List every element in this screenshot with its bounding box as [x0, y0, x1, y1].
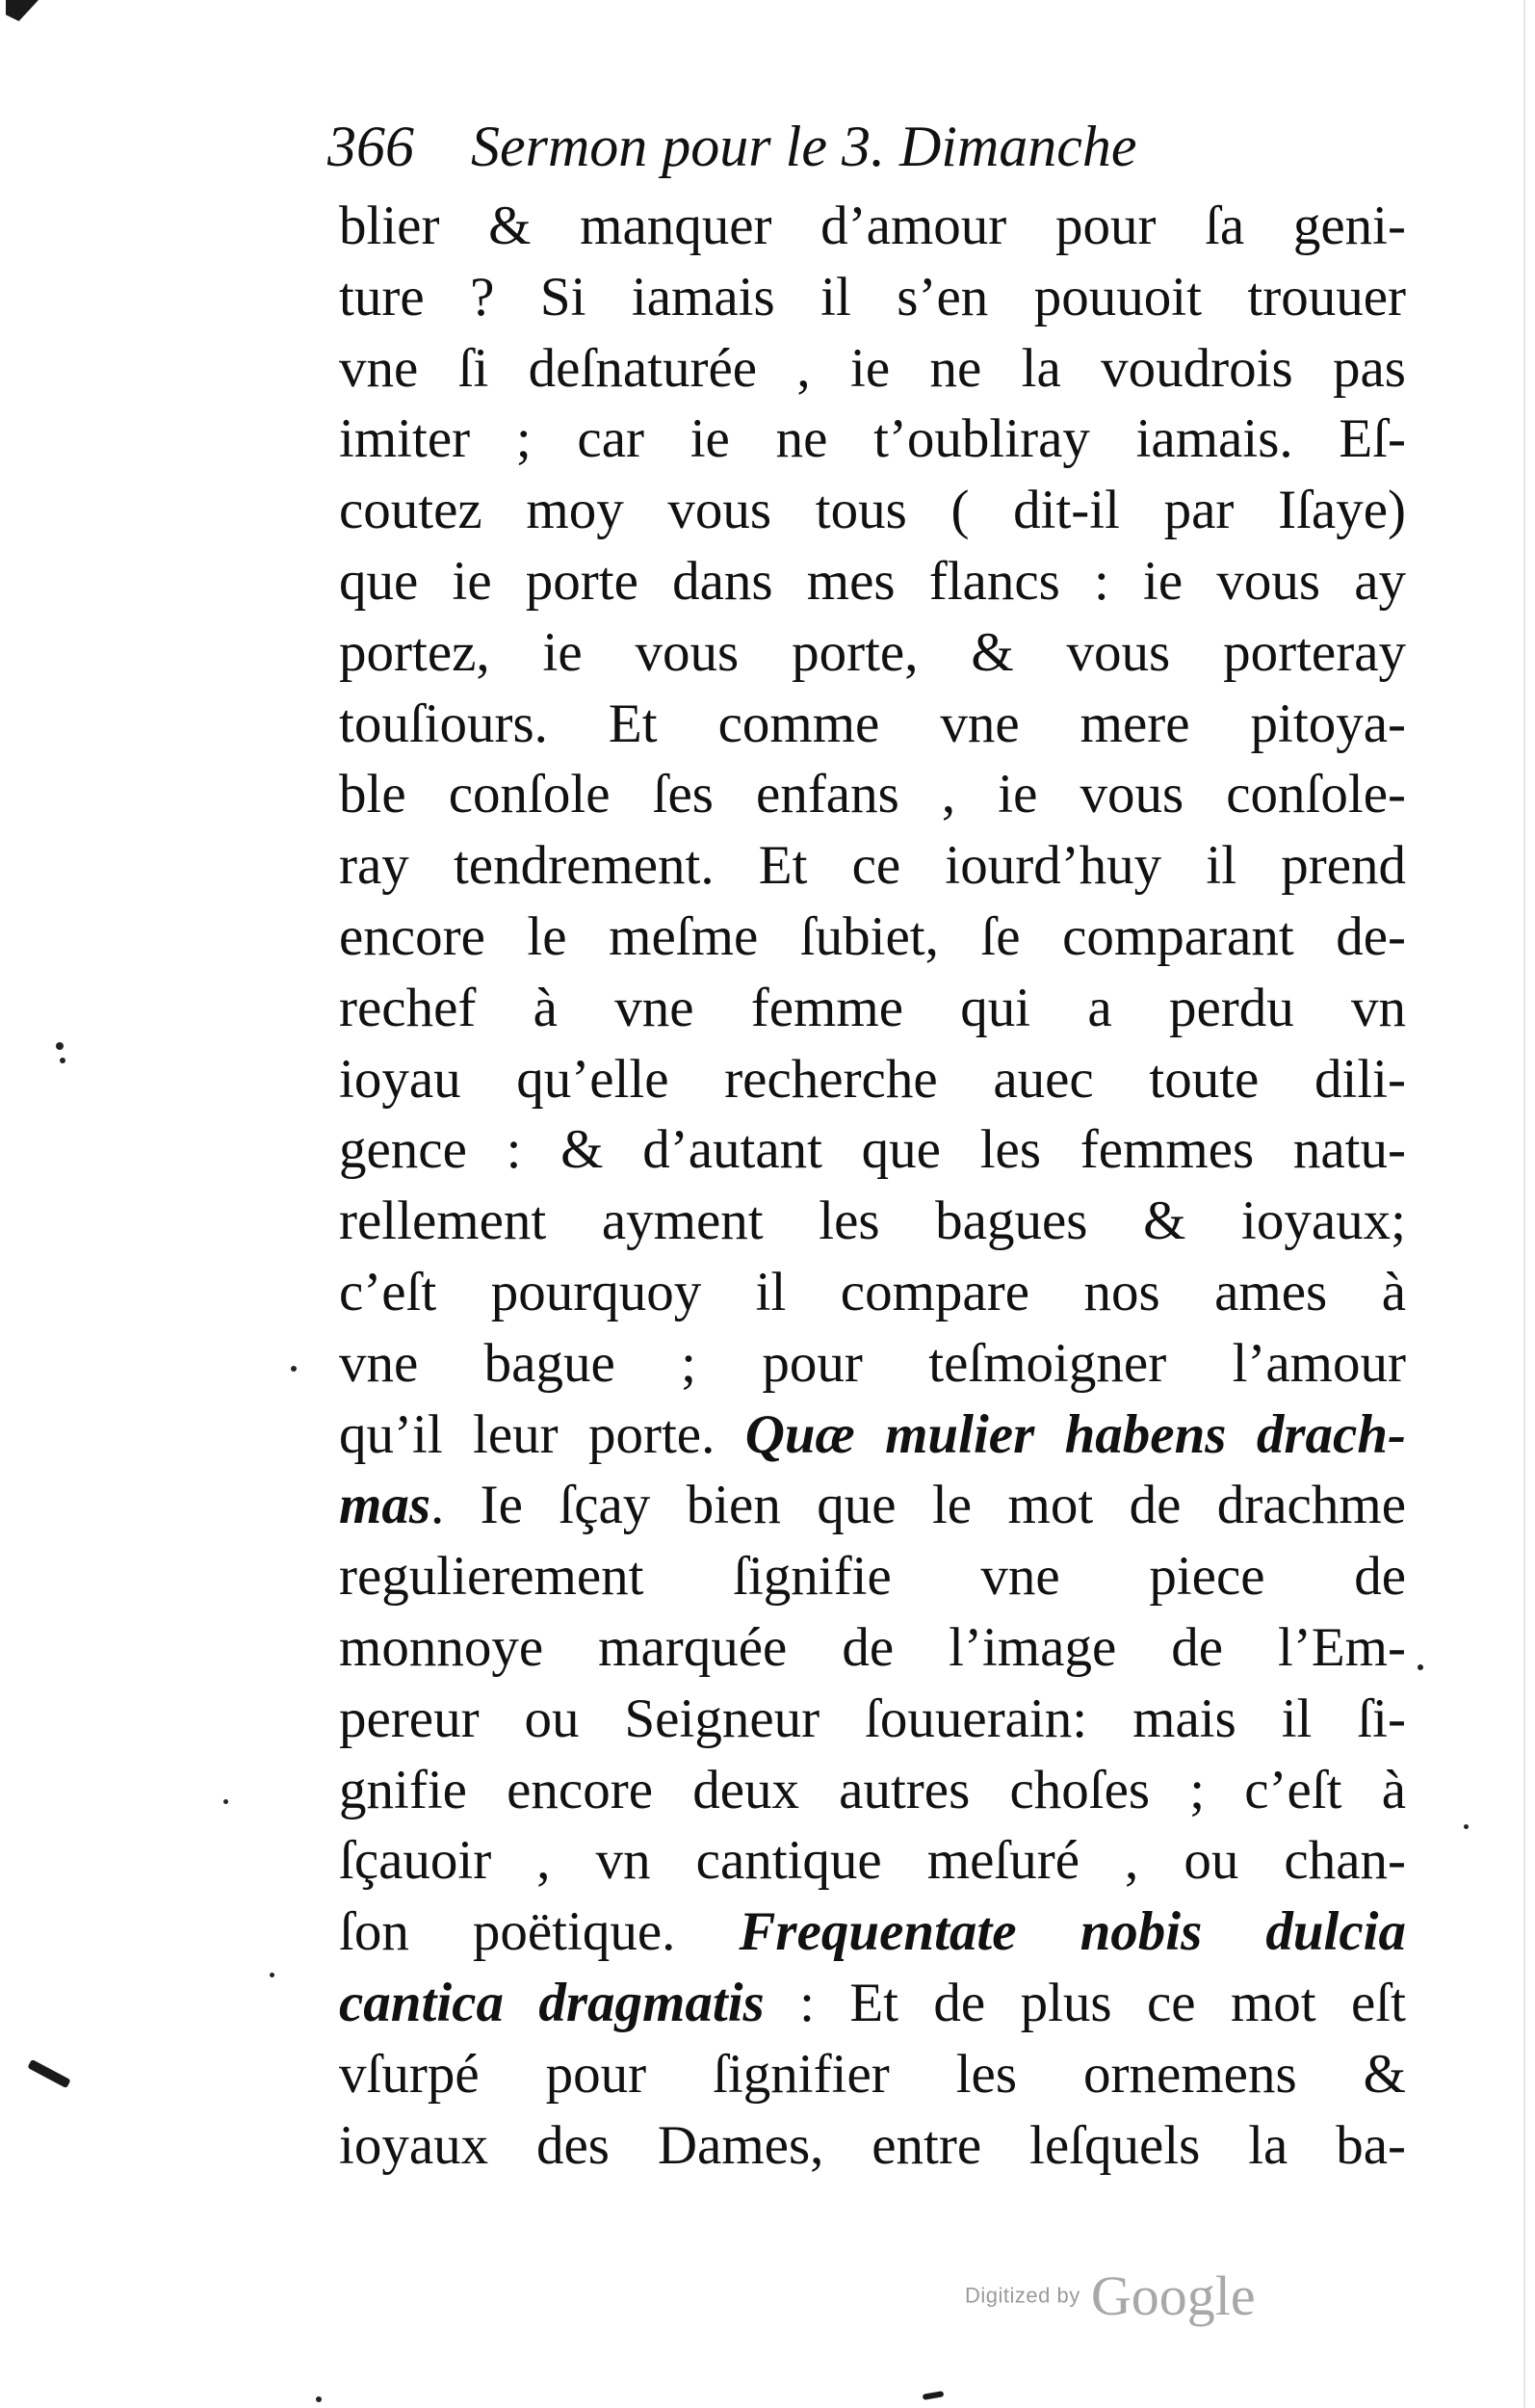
text-segment: . Ie ſçay bien que le mot de drachme	[430, 1475, 1406, 1536]
text-segment: pereur ou Seigneur ſouuerain: mais il ſi-	[339, 1688, 1406, 1749]
text-segment: regulierement ſignifie vne piece de	[339, 1546, 1406, 1608]
text-segment: gnifie encore deux autres choſes ; c’eſt à	[339, 1759, 1406, 1820]
text-segment: vſurpé pour ſignifier les ornemens &	[339, 2043, 1406, 2105]
text-line	[339, 1400, 1406, 1471]
text-line	[339, 759, 1406, 830]
page-edge	[1523, 0, 1525, 2408]
text-line	[339, 617, 1406, 689]
scan-ink-dash	[27, 2059, 70, 2088]
scan-speck	[316, 2396, 322, 2402]
text-line	[339, 475, 1406, 546]
scan-speck	[1418, 1664, 1423, 1670]
scan-speck	[60, 1058, 65, 1063]
scan-speck	[223, 1799, 228, 1804]
text-line	[339, 1541, 1406, 1612]
text-line	[339, 902, 1406, 973]
text-line	[339, 404, 1406, 475]
text-segment: ray tendrement. Et ce iourd’huy il prend	[339, 835, 1406, 897]
text-line	[339, 1044, 1406, 1115]
text-segment: blier & manquer d’amour pour ſa geni-	[339, 196, 1406, 256]
digitized-by-text: Digitized by	[965, 2283, 1080, 2308]
scan-speck	[291, 1366, 297, 1372]
text-line	[339, 546, 1406, 617]
text-line	[339, 1328, 1406, 1400]
text-segment: touſiours. Et comme vne mere pitoya-	[339, 693, 1406, 754]
text-segment: qu’il leur porte.	[339, 1403, 745, 1465]
text-segment: gence : & d’autant que les femmes natu-	[339, 1119, 1406, 1181]
text-line	[339, 1968, 1406, 2039]
text-segment: monnoye marquée de l’image de l’Em-	[339, 1616, 1406, 1678]
text-line	[339, 1186, 1406, 1257]
scan-speck	[56, 1042, 64, 1050]
text-segment: coutez moy vous tous ( dit-il par Iſaye)	[339, 480, 1406, 541]
scan-ink-dash	[923, 2391, 945, 2400]
text-line	[339, 191, 1406, 262]
text-line	[339, 689, 1406, 760]
text-segment: ioyaux des Dames, entre leſquels la ba-	[339, 2114, 1406, 2176]
text-line	[339, 1897, 1406, 1968]
text-line	[339, 830, 1406, 902]
text-line	[339, 262, 1406, 333]
latin-quotation: cantica dragmatis	[339, 1972, 765, 2033]
text-line	[339, 1755, 1406, 1826]
text-line	[339, 1257, 1406, 1328]
body-text	[339, 191, 1406, 2181]
text-segment: ſon poëtique.	[339, 1901, 740, 1963]
text-segment: que ie porte dans mes flancs : ie vous ay	[339, 550, 1406, 612]
text-segment: ioyau qu’elle recherche auec toute dili-	[339, 1048, 1406, 1110]
text-line	[339, 2110, 1406, 2182]
text-line	[339, 333, 1406, 405]
text-segment: portez, ie vous porte, & vous porteray	[339, 621, 1406, 683]
latin-quotation: Frequentate nobis dulcia	[739, 1901, 1406, 1963]
running-head	[327, 108, 1290, 185]
scan-speck	[1464, 1824, 1469, 1829]
running-head-title: Sermon pour le 3. Dimanche	[471, 115, 1137, 178]
text-segment: vne bague ; pour teſmoigner l’amour	[339, 1332, 1406, 1394]
text-segment: ture ? Si iamais il s’en pouuoit trouuer	[339, 266, 1406, 327]
page-number: 366	[327, 115, 414, 178]
text-segment: c’eſt pourquoy il compare nos ames à	[339, 1261, 1406, 1322]
corner-ink-mark	[6, 0, 39, 21]
text-segment: rellement ayment les bagues & ioyaux;	[339, 1191, 1406, 1252]
text-segment: encore le meſme ſubiet, ſe comparant de-	[339, 905, 1406, 967]
digitization-watermark	[965, 2264, 1256, 2341]
text-segment: ble conſole ſes enfans , ie vous conſole-	[339, 764, 1406, 825]
latin-quotation: mas	[339, 1475, 431, 1536]
text-line	[339, 1684, 1406, 1755]
latin-quotation: Quæ mulier habens drach-	[744, 1403, 1406, 1465]
text-line	[339, 1470, 1406, 1541]
text-line	[339, 1612, 1406, 1684]
text-line	[339, 1114, 1406, 1186]
text-line	[339, 2039, 1406, 2110]
text-line	[339, 1825, 1406, 1897]
text-segment: ſçauoir , vn cantique meſuré , ou chan-	[339, 1830, 1406, 1892]
scan-speck	[270, 1973, 274, 1977]
text-segment: : Et de plus ce mot eſt	[764, 1972, 1406, 2033]
google-logo: Google	[1090, 2264, 1256, 2327]
text-segment: vne ſi deſnaturée , ie ne la voudrois pas	[339, 337, 1406, 399]
text-line	[339, 973, 1406, 1044]
text-segment: rechef à vne femme qui a perdu vn	[339, 977, 1406, 1038]
text-segment: imiter ; car ie ne t’oubliray iamais. Eſ-	[339, 408, 1406, 470]
